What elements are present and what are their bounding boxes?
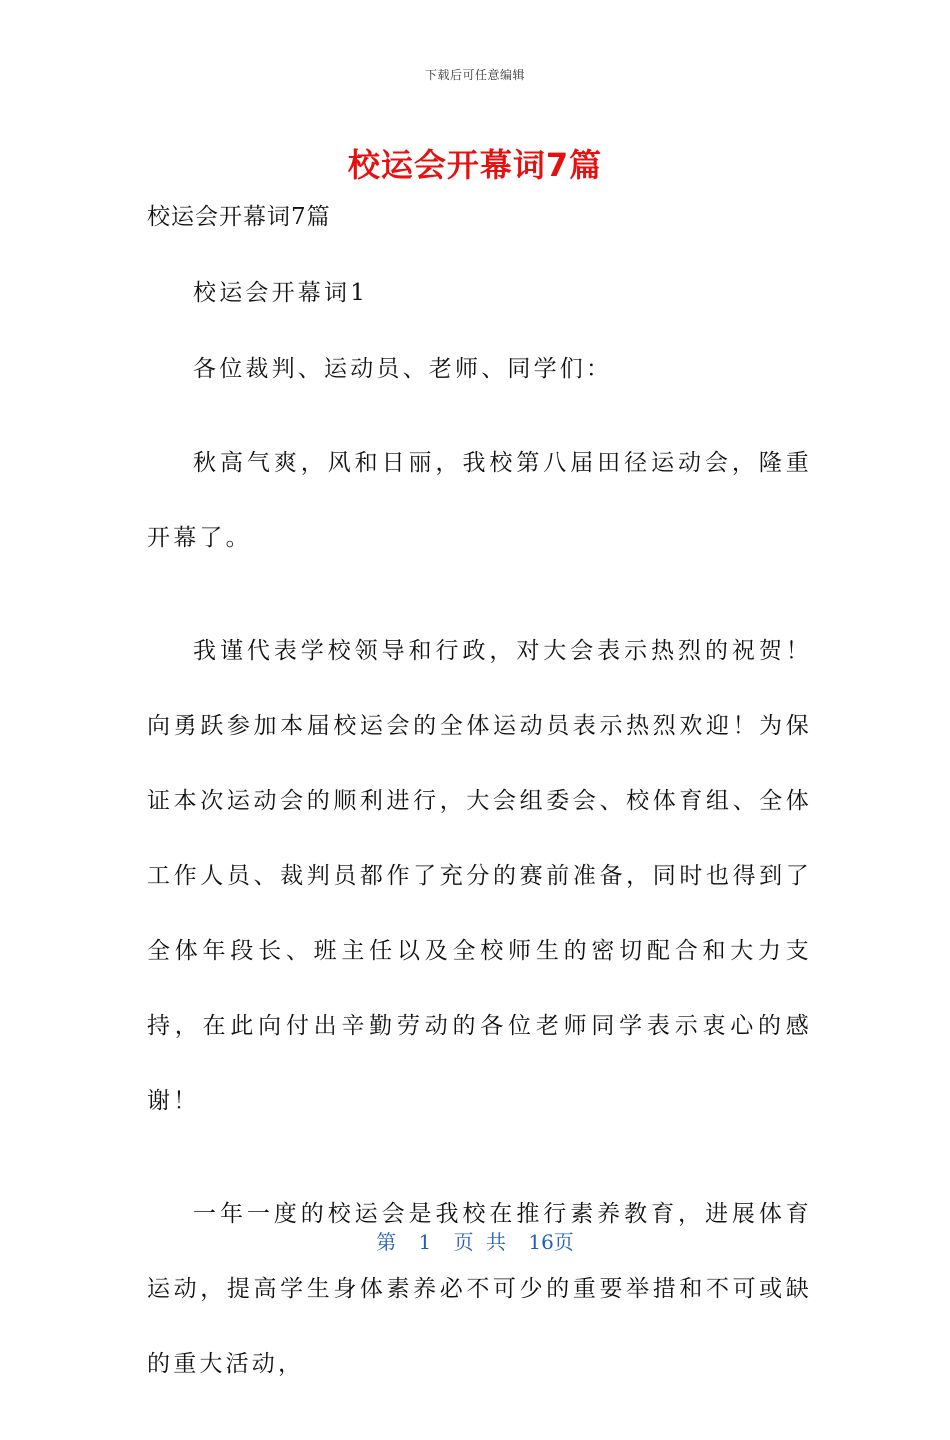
document-title: 校运会开幕词7篇	[347, 146, 603, 184]
footer-total-pages: 16页	[528, 1230, 574, 1254]
footer-middle: 页 共	[453, 1230, 506, 1254]
document-subtitle: 校运会开幕词7篇	[147, 204, 331, 230]
section-heading: 校运会开幕词1	[193, 280, 369, 306]
header-note: 下载后可任意编辑	[424, 68, 525, 82]
footer-page-number: 1	[418, 1230, 432, 1254]
paragraph-1: 秋高气爽，风和日丽，我校第八届田径运动会，隆重开幕了。	[147, 450, 812, 551]
paragraph-3: 一年一度的校运会是我校在推行素养教育，进展体育运动，提高学生身体素养必不可少的重要举措和不可或缺的重大活动，	[147, 1201, 812, 1377]
page-footer	[0, 1226, 950, 1255]
greeting-line: 各位裁判、运动员、老师、同学们：	[193, 356, 613, 382]
paragraph-2: 我谨代表学校领导和行政，对大会表示热烈的祝贺！向勇跃参加本届校运会的全体运动员表示热烈欢迎！为保证本次运动会的顺利进行，大会组委会、校体育组、全体工作人员、裁判员都作了充分的赛前准备，同时也得到了全体年段长、班主任以及全校师生的密切配合和大力支持，在此向付出辛勤劳动的各位老师同学表示衷心的感谢！	[147, 638, 812, 1114]
footer-prefix: 第	[376, 1230, 397, 1254]
